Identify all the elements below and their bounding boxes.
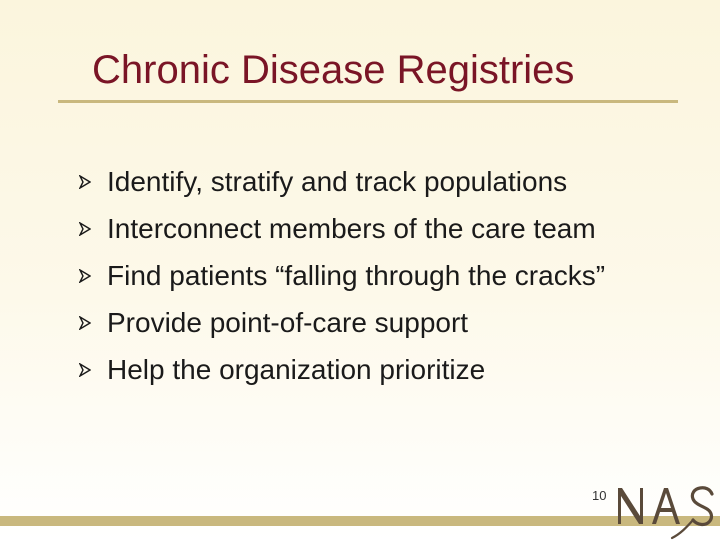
list-item bbox=[79, 205, 605, 252]
title-underline bbox=[58, 100, 678, 103]
list-item bbox=[79, 299, 605, 346]
arrow-bullet-icon bbox=[79, 316, 91, 330]
bullet-text: Interconnect members of the care team bbox=[107, 212, 596, 244]
bullet-text: Identify, stratify and track populations bbox=[107, 165, 568, 197]
page-number: 10 bbox=[592, 488, 607, 503]
arrow-bullet-icon bbox=[79, 222, 91, 236]
bullet-list bbox=[79, 158, 605, 393]
slide-title: Chronic Disease Registries bbox=[92, 48, 575, 92]
bullet-text: Help the organization prioritize bbox=[107, 353, 486, 385]
list-item bbox=[79, 252, 605, 299]
bullet-text: Find patients “falling through the cracks” bbox=[107, 259, 606, 291]
list-item bbox=[79, 346, 605, 393]
bullet-text: Provide point-of-care support bbox=[107, 306, 469, 338]
nas-logo bbox=[614, 478, 720, 540]
arrow-bullet-icon bbox=[79, 269, 91, 283]
list-item bbox=[79, 158, 605, 205]
arrow-bullet-icon bbox=[79, 363, 91, 377]
footer-bar bbox=[0, 516, 720, 526]
arrow-bullet-icon bbox=[79, 175, 91, 189]
